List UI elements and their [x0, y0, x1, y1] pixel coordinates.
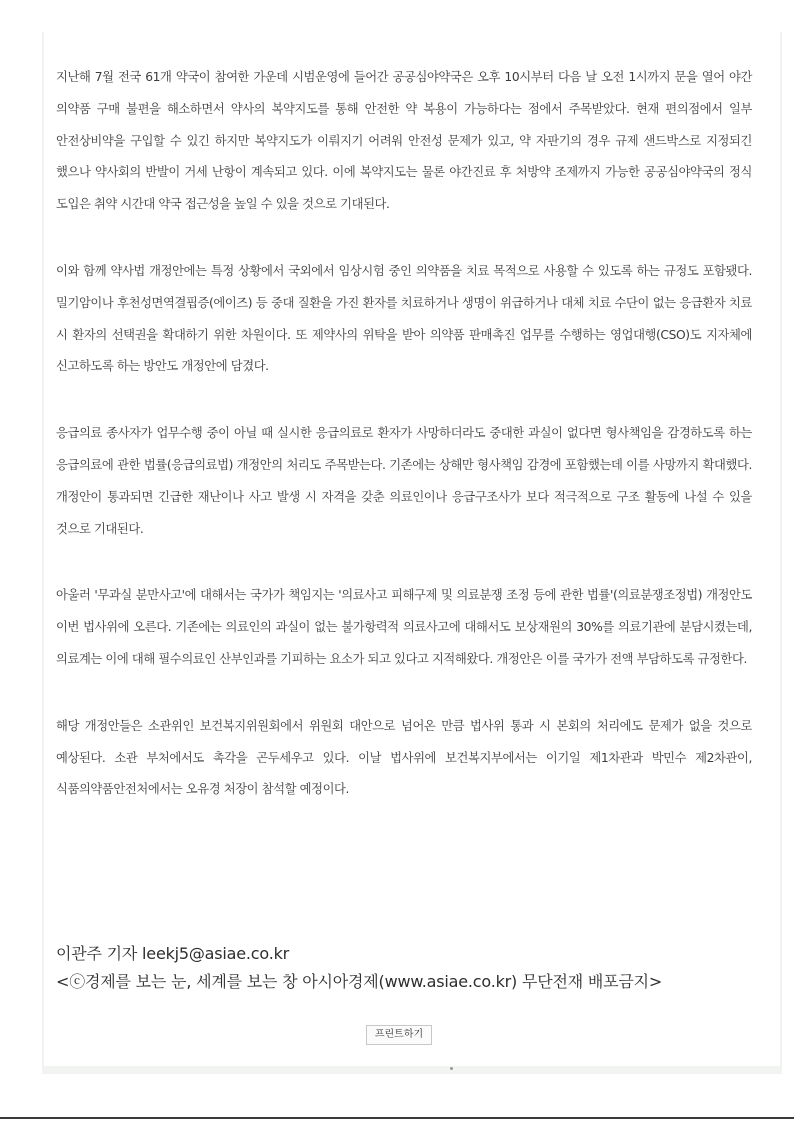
byline [56, 940, 756, 996]
print-button[interactable]: 프린트하기 [366, 1025, 432, 1045]
article-body [56, 62, 752, 841]
copyright-line: <ⓒ경제를 보는 눈, 세계를 보는 창 아시아경제(www.asiae.co.kr) 무단전재 배포금지> [56, 972, 663, 991]
article-paragraph-4: 아울러 '무과실 분만사고'에 대해서는 국가가 책임지는 '의료사고 피해구제 및 의료분쟁 조정 등에 관한 법률'(의료분쟁조정법) 개정안도 이번 법사위에 오른다. 기존에는 의료인의 과실이 없는 불가항력적 의료사고에 대해서도 보상재원의 30%를 의료기관에 분담시켰는데, 의료계는 이에 대해 필수의료인 산부인과를 기피하는 요소가 되고 있다고 지적해왔다. 개정안은 이를 국가가 전액 부담하도록 규정한다. [56, 588, 752, 666]
scan-dot [450, 1067, 453, 1070]
article-paragraph-1: 지난해 7월 전국 61개 약국이 참여한 가운데 시범운영에 들어간 공공심야약국은 오후 10시부터 다음 날 오전 1시까지 문을 열어 야간 의약품 구매 불편을 해소하면서 약사의 복약지도를 통해 안전한 약 복용이 가능하다는 점에서 주목받았다. 현재 편의점에서 일부 안전상비약을 구입할 수 있긴 하지만 복약지도가 이뤄지기 어려워 안전성 문제가 있고, 약 자판기의 경우 규제 샌드박스로 지정되긴 했으나 약사회의 반발이 거세 난항이 계속되고 있다. 이에 복약지도는 물론 야간진료 후 처방약 조제까지 가능한 공공심야약국의 정식 도입은 취약 시간대 약국 접근성을 높일 수 있을 것으로 기대된다. [56, 70, 752, 212]
bottom-border-line [0, 1117, 794, 1119]
article-paragraph-5: 해당 개정안들은 소관위인 보건복지위원회에서 위원회 대안으로 넘어온 만큼 법사위 통과 시 본회의 처리에도 문제가 없을 것으로 예상된다. 소관 부처에서도 촉각을 곤두세우고 있다. 이날 법사위에 보건복지부에서는 이기일 제1차관과 박민수 제2차관이, 식품의약품안전처에서는 오유경 처장이 참석할 예정이다. [56, 718, 752, 797]
article-paragraph-2: 이와 함께 약사법 개정안에는 특정 상황에서 국외에서 임상시험 중인 의약품을 치료 목적으로 사용할 수 있도록 하는 규정도 포함됐다. 밀기암이나 후천성면역결핍증(에이즈) 등 중대 질환을 가진 환자를 치료하거나 생명이 위급하거나 대체 치료 수단이 없는 응급환자 치료 시 환자의 선택권을 확대하기 위한 차원이다. 또 제약사의 위탁을 받아 의약품 판매촉진 업무를 수행하는 영업대행(CSO)도 지자체에 신고하도록 하는 방안도 개정안에 담겼다. [56, 263, 752, 374]
page-sheet-bottom [42, 1066, 782, 1074]
reporter-line: 이관주 기자 leekj5@asiae.co.kr [56, 944, 290, 963]
article-paragraph-3: 응급의료 종사자가 업무수행 중이 아닐 때 실시한 응급의료로 환자가 사망하더라도 중대한 과실이 없다면 형사책임을 감경하도록 하는 응급의료에 관한 법률(응급의료법) 개정안의 처리도 주목받는다. 기존에는 상해만 형사책임 감경에 포함했는데 이를 사망까지 확대했다. 개정안이 통과되면 긴급한 재난이나 사고 발생 시 자격을 갖춘 의료인이나 응급구조사가 보다 적극적으로 구조 활동에 나설 수 있을 것으로 기대된다. [56, 426, 752, 536]
